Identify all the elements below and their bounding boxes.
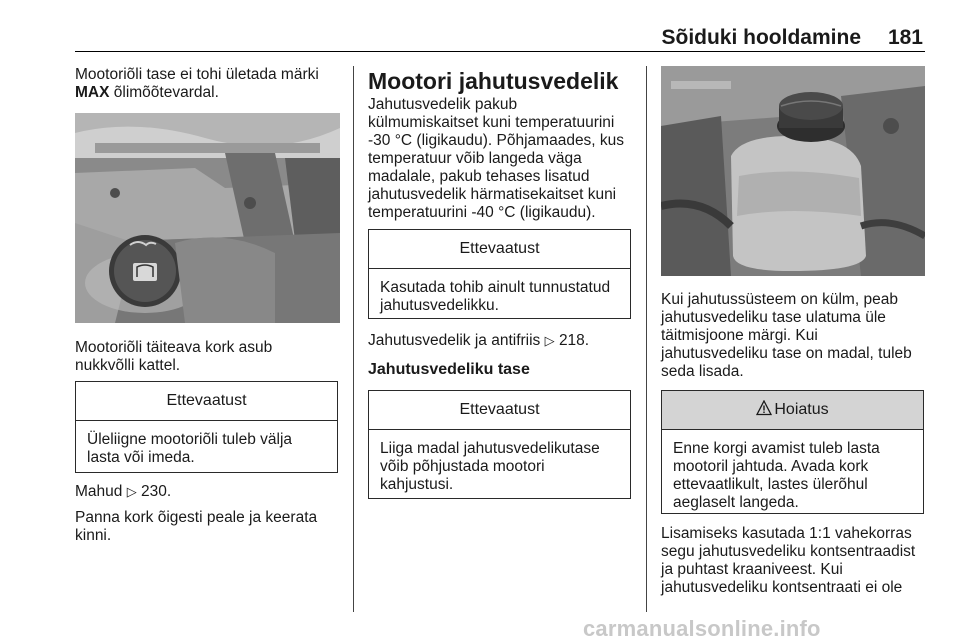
warning-title: Hoiatus bbox=[774, 401, 829, 418]
caption-line-1: Mootoriõli täiteava kork asub bbox=[75, 339, 273, 356]
intro-line-1: Mootoriõli tase ei tohi ületada märki bbox=[75, 66, 319, 83]
caution-body bbox=[369, 430, 630, 494]
intro-line-2: õlimõõtevardal. bbox=[109, 84, 219, 101]
close-line-2: kinni. bbox=[75, 527, 112, 544]
paragraph-line: Jahutusvedelik pakub bbox=[368, 96, 518, 113]
column-divider-2 bbox=[646, 66, 647, 612]
caution-body bbox=[369, 269, 630, 315]
warning-header bbox=[662, 391, 923, 430]
column-1 bbox=[75, 66, 340, 102]
warning-line: ettevaatlikult, lastes ülerõhul bbox=[673, 476, 868, 493]
caution-title: Ettevaatust bbox=[369, 230, 630, 269]
warning-triangle-icon bbox=[756, 393, 772, 409]
paragraph-line: seda lisada. bbox=[661, 363, 744, 380]
paragraph-line: külmumiskaitset kuni temperatuurini bbox=[368, 114, 615, 131]
paragraph-line: jahutusvedeliku tase on madal, tuleb bbox=[661, 345, 912, 362]
column-divider-1 bbox=[353, 66, 354, 612]
caution-line-2: lasta või imeda. bbox=[87, 449, 195, 466]
paragraph-line: ja puhtast kraaniveest. Kui bbox=[661, 561, 843, 578]
oil-filler-cap-photo bbox=[75, 113, 340, 323]
coolant-level-text bbox=[661, 291, 925, 381]
caution-body bbox=[76, 421, 337, 467]
coolant-heading: Mootori jahutusvedelik bbox=[368, 68, 619, 94]
caution-title: Ettevaatust bbox=[76, 382, 337, 421]
caution-line-3: kahjustusi. bbox=[380, 476, 454, 493]
paragraph-line: jahutusvedeliku tase ulatuma üle bbox=[661, 309, 886, 326]
caution-title: Ettevaatust bbox=[369, 391, 630, 430]
oil-caption bbox=[75, 339, 340, 375]
mixing-instructions bbox=[661, 525, 925, 597]
caption-line-2: nukkvõlli kattel. bbox=[75, 357, 181, 374]
ref-arrow-icon: ▷ bbox=[126, 484, 137, 499]
paragraph-line: segu jahutusvedeliku kontsentraadist bbox=[661, 543, 916, 560]
caution-line-1: Kasutada tohib ainult tunnustatud bbox=[380, 279, 611, 296]
caution-line-2: võib põhjustada mootori bbox=[380, 458, 545, 475]
caution-line-2: jahutusvedelikku. bbox=[380, 297, 499, 314]
warning-body bbox=[662, 430, 923, 512]
caution-box-coolant bbox=[368, 229, 631, 319]
paragraph-line: temperatuurini -40 °C (ligikaudu). bbox=[368, 204, 596, 221]
warning-line: aeglaselt langeda. bbox=[673, 494, 799, 511]
ref-page-link[interactable]: 230. bbox=[141, 483, 172, 500]
warning-line: mootoril jahtuda. Avada kork bbox=[673, 458, 869, 475]
paragraph-line: jahutusvedelik härmatisekaitset kuni bbox=[368, 186, 617, 203]
header-divider bbox=[75, 51, 925, 52]
intro-text bbox=[75, 66, 340, 102]
caution-box-oil bbox=[75, 381, 338, 473]
section-title: Sõiduki hooldamine bbox=[661, 26, 861, 49]
capacity-ref bbox=[75, 483, 340, 545]
ref-prefix: Mahud bbox=[75, 483, 123, 500]
paragraph-line: täitmisjoone märgi. Kui bbox=[661, 327, 818, 344]
close-line-1: Panna kork õigesti peale ja keerata bbox=[75, 509, 318, 526]
antifreeze-ref bbox=[368, 332, 638, 350]
watermark: carmanualsonline.info bbox=[583, 616, 821, 641]
paragraph-line: temperatuur võib langeda väga bbox=[368, 150, 582, 167]
ref-arrow-icon: ▷ bbox=[544, 333, 555, 348]
paragraph-line: -30 °C (ligikaudu). Põhjamaades, kus bbox=[368, 132, 625, 149]
ref-page-link[interactable]: 218. bbox=[558, 332, 590, 349]
coolant-intro bbox=[368, 96, 638, 222]
caution-box-level bbox=[368, 390, 631, 499]
warning-box-hot bbox=[661, 390, 924, 514]
paragraph-line: jahutusvedeliku kontsentraati ei ole bbox=[661, 579, 903, 596]
warning-line: Enne korgi avamist tuleb lasta bbox=[673, 440, 880, 457]
paragraph-line: madalale, pakub tehases lisatud bbox=[368, 168, 590, 185]
page-number: 181 bbox=[887, 26, 923, 49]
coolant-level-subheading: Jahutusvedeliku tase bbox=[368, 361, 530, 378]
paragraph-line: Kui jahutussüsteem on külm, peab bbox=[661, 291, 898, 308]
ref-prefix: Jahutusvedelik ja antifriis bbox=[368, 332, 541, 349]
caution-line-1: Liiga madal jahutusvedelikutase bbox=[380, 440, 600, 457]
max-label: MAX bbox=[75, 84, 110, 101]
page-header bbox=[75, 26, 925, 50]
coolant-reservoir-photo bbox=[661, 66, 925, 276]
caution-line-1: Üleliigne mootoriõli tuleb välja bbox=[87, 431, 293, 448]
paragraph-line: Lisamiseks kasutada 1:1 vahekorras bbox=[661, 525, 912, 542]
